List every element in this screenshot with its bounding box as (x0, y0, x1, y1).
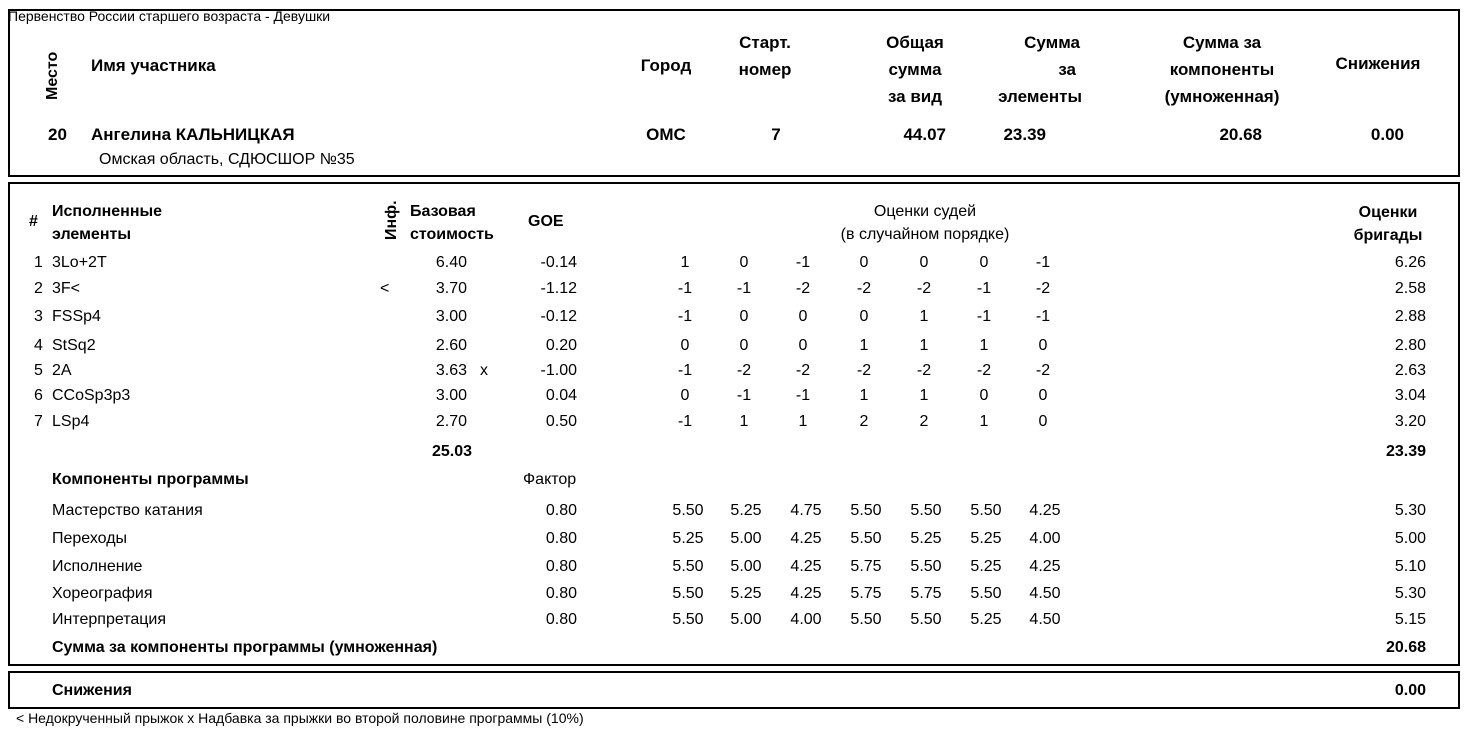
element-judge-score: 1 (859, 337, 869, 354)
element-judge-score: -2 (1035, 362, 1051, 379)
element-goe: 0.04 (545, 387, 577, 404)
component-judge-score: 5.75 (850, 585, 882, 602)
components-score-header (1148, 29, 1296, 110)
total-header-line1: Общая (886, 33, 944, 52)
component-name: Хореография (52, 585, 153, 602)
element-name: 3Lo+2T (52, 254, 107, 271)
component-panel-score: 5.10 (1394, 558, 1426, 575)
element-panel-score: 2.63 (1394, 362, 1426, 379)
element-panel-score: 2.88 (1394, 308, 1426, 325)
skater-name: Ангелина КАЛЬНИЦКАЯ (91, 125, 295, 144)
element-judge-score: 0 (859, 254, 869, 271)
goe-header: GOE (528, 213, 564, 230)
component-name: Мастерство катания (52, 502, 203, 519)
comp-header-line3: (умноженная) (1164, 87, 1280, 106)
element-number: 2 (34, 280, 43, 297)
component-judge-score: 5.50 (850, 530, 882, 547)
component-judge-score: 4.00 (1029, 530, 1061, 547)
deductions-label: Снижения (52, 682, 132, 699)
element-judge-score: 1 (979, 413, 989, 430)
element-number: 6 (34, 387, 43, 404)
element-judge-score: 0 (859, 308, 869, 325)
components-sum-value: 20.68 (1385, 639, 1426, 656)
element-judge-score: -2 (1035, 280, 1051, 297)
deductions-box (8, 671, 1460, 709)
element-judge-score: -1 (976, 308, 992, 325)
element-judge-score: -2 (856, 362, 872, 379)
element-judge-score: 0 (1038, 337, 1048, 354)
element-judge-score: 0 (1038, 413, 1048, 430)
component-judge-score: 5.25 (970, 611, 1002, 628)
element-base-value: 3.63 (435, 362, 467, 379)
element-name: StSq2 (52, 337, 96, 354)
component-judge-score: 5.50 (910, 558, 942, 575)
element-judge-score: 1 (919, 308, 929, 325)
element-name: CCoSp3p3 (52, 387, 131, 404)
element-number-header: # (29, 213, 38, 230)
info-header: Инф. (383, 200, 400, 240)
element-panel-score: 6.26 (1394, 254, 1426, 271)
component-judge-score: 5.50 (910, 611, 942, 628)
elements-header-line2: элементы (52, 226, 131, 243)
component-judge-score: 4.25 (790, 585, 822, 602)
component-judge-score: 5.25 (730, 502, 762, 519)
element-number: 3 (34, 308, 43, 325)
panel-header-line1: Оценки (1358, 204, 1418, 221)
element-judge-score: -1 (795, 254, 811, 271)
judges-header-line2: (в случайном порядке) (840, 226, 1010, 243)
component-judge-score: 5.50 (672, 585, 704, 602)
base-header-line1: Базовая (410, 203, 476, 220)
start-header-line1: Старт. (739, 33, 791, 52)
element-goe: 0.20 (545, 337, 577, 354)
component-judge-score: 5.50 (850, 502, 882, 519)
component-name: Исполнение (52, 558, 143, 575)
element-base-value: 6.40 (435, 254, 467, 271)
element-judge-score: -1 (976, 280, 992, 297)
comp-header-line1: Сумма за (1182, 33, 1262, 52)
component-panel-score: 5.15 (1394, 611, 1426, 628)
element-goe: 0.50 (545, 413, 577, 430)
element-judge-score: -1 (1035, 308, 1051, 325)
element-judge-score: -2 (736, 362, 752, 379)
element-judge-score: -1 (677, 308, 693, 325)
judges-header-line1: Оценки судей (873, 203, 977, 220)
judges-scores-header (800, 200, 1050, 246)
total-score-header (868, 29, 962, 110)
component-panel-score: 5.00 (1394, 530, 1426, 547)
element-panel-score: 3.20 (1394, 413, 1426, 430)
element-judge-score: 0 (739, 337, 749, 354)
element-panel-score: 2.58 (1394, 280, 1426, 297)
element-judge-score: 0 (739, 308, 749, 325)
element-judge-score: 0 (798, 308, 808, 325)
element-base-value: 3.00 (435, 308, 467, 325)
component-judge-score: 4.50 (1029, 611, 1061, 628)
element-judge-score: -2 (856, 280, 872, 297)
element-judge-score: 0 (680, 387, 690, 404)
element-judge-score: -2 (976, 362, 992, 379)
event-title: Первенство России старшего возраста - Девушки (8, 8, 331, 24)
element-judge-score: 0 (798, 337, 808, 354)
panel-header-line2: бригады (1353, 227, 1423, 244)
component-judge-score: 5.50 (910, 502, 942, 519)
element-name: LSp4 (52, 413, 90, 430)
elements-score-header (978, 29, 1090, 110)
component-judge-score: 5.00 (730, 611, 762, 628)
component-judge-score: 5.25 (970, 530, 1002, 547)
base-value-total: 25.03 (431, 443, 472, 460)
element-number: 1 (34, 254, 43, 271)
element-judge-score: 1 (739, 413, 749, 430)
component-name: Интерпретация (52, 611, 167, 628)
element-number: 4 (34, 337, 43, 354)
element-base-value: 3.70 (435, 280, 467, 297)
component-judge-score: 4.25 (790, 558, 822, 575)
component-judge-score: 5.25 (970, 558, 1002, 575)
element-base-value: 3.00 (435, 387, 467, 404)
component-factor: 0.80 (545, 558, 577, 575)
component-judge-score: 4.25 (790, 530, 822, 547)
skater-city: ОМС (646, 125, 686, 144)
element-base-value: 2.60 (435, 337, 467, 354)
components-title: Компоненты программы (52, 471, 249, 488)
components-sum-label: Сумма за компоненты программы (умноженная) (52, 639, 438, 656)
city-header: Город (640, 56, 692, 75)
factor-header: Фактор (523, 471, 577, 488)
element-judge-score: 0 (739, 254, 749, 271)
element-judge-score: -1 (677, 413, 693, 430)
component-judge-score: 4.75 (790, 502, 822, 519)
element-number: 7 (34, 413, 43, 430)
component-judge-score: 5.00 (730, 558, 762, 575)
element-judge-score: 0 (680, 337, 690, 354)
start-number-header (720, 29, 810, 83)
component-judge-score: 4.25 (1029, 502, 1061, 519)
element-judge-score: -2 (795, 280, 811, 297)
skater-club: Омская область, СДЮСШОР №35 (99, 151, 355, 168)
component-judge-score: 5.50 (850, 611, 882, 628)
element-judge-score: -2 (795, 362, 811, 379)
element-goe: -0.12 (540, 308, 577, 325)
element-judge-score: 2 (859, 413, 869, 430)
element-judge-score: -2 (916, 362, 932, 379)
skater-start-number: 7 (771, 125, 781, 144)
element-judge-score: 0 (1038, 387, 1048, 404)
element-goe: -1.00 (540, 362, 577, 379)
component-judge-score: 5.25 (672, 530, 704, 547)
element-bonus-mark: x (480, 362, 488, 379)
skater-deductions: 0.00 (1370, 125, 1404, 144)
base-header-line2: стоимость (410, 226, 494, 243)
element-judge-score: -1 (736, 387, 752, 404)
component-judge-score: 5.50 (672, 611, 704, 628)
elements-header-line1: Исполненные (52, 203, 163, 220)
name-header: Имя участника (91, 56, 216, 75)
deductions-header: Снижения (1335, 54, 1421, 73)
component-factor: 0.80 (545, 585, 577, 602)
element-judge-score: 2 (919, 413, 929, 430)
element-judge-score: -1 (1035, 254, 1051, 271)
element-info: < (380, 280, 390, 297)
component-judge-score: 4.00 (790, 611, 822, 628)
element-panel-score: 3.04 (1394, 387, 1426, 404)
element-judge-score: -2 (916, 280, 932, 297)
component-judge-score: 5.00 (730, 530, 762, 547)
panel-scores-header (1338, 201, 1438, 247)
component-factor: 0.80 (545, 502, 577, 519)
component-judge-score: 5.75 (850, 558, 882, 575)
component-judge-score: 5.50 (672, 502, 704, 519)
footnote: < Недокрученный прыжок x Надбавка за прыжки во второй половине программы (10%) (16, 710, 584, 726)
element-judge-score: -1 (736, 280, 752, 297)
elem-header-line2: за (1058, 60, 1076, 79)
base-value-header (410, 200, 494, 246)
element-judge-score: -1 (795, 387, 811, 404)
element-judge-score: 0 (979, 387, 989, 404)
place-header: Место (44, 51, 61, 100)
component-factor: 0.80 (545, 611, 577, 628)
element-judge-score: -1 (677, 362, 693, 379)
element-panel-score: 2.80 (1394, 337, 1426, 354)
skater-elements-score: 23.39 (1003, 125, 1046, 144)
element-judge-score: 1 (859, 387, 869, 404)
element-judge-score: -1 (677, 280, 693, 297)
skater-components-score: 20.68 (1219, 125, 1262, 144)
start-header-line2: номер (738, 60, 792, 79)
element-judge-score: 0 (919, 254, 929, 271)
element-judge-score: 0 (979, 254, 989, 271)
element-number: 5 (34, 362, 43, 379)
total-header-line2: сумма (888, 60, 942, 79)
element-judge-score: 1 (798, 413, 808, 430)
element-judge-score: 1 (680, 254, 690, 271)
element-goe: -1.12 (540, 280, 577, 297)
component-name: Переходы (52, 530, 128, 547)
component-panel-score: 5.30 (1394, 502, 1426, 519)
element-base-value: 2.70 (435, 413, 467, 430)
component-judge-score: 5.75 (910, 585, 942, 602)
comp-header-line2: компоненты (1169, 60, 1275, 79)
component-judge-score: 4.25 (1029, 558, 1061, 575)
element-goe: -0.14 (540, 254, 577, 271)
element-judge-score: 1 (919, 337, 929, 354)
elem-header-line3: элементы (998, 87, 1082, 106)
element-name: 2A (52, 362, 72, 379)
total-header-line3: за вид (887, 87, 943, 106)
component-judge-score: 5.50 (970, 502, 1002, 519)
component-panel-score: 5.30 (1394, 585, 1426, 602)
executed-elements-header (52, 200, 162, 246)
skater-place: 20 (48, 125, 67, 144)
element-judge-score: 1 (919, 387, 929, 404)
component-judge-score: 5.25 (730, 585, 762, 602)
component-judge-score: 5.50 (672, 558, 704, 575)
element-judge-score: 1 (979, 337, 989, 354)
skater-total-score: 44.07 (903, 125, 946, 144)
component-judge-score: 5.50 (970, 585, 1002, 602)
element-name: FSSp4 (52, 308, 101, 325)
element-name: 3F< (52, 280, 81, 297)
component-factor: 0.80 (545, 530, 577, 547)
deductions-value: 0.00 (1394, 682, 1426, 699)
elem-header-line1: Сумма (1024, 33, 1080, 52)
elements-panel-total: 23.39 (1385, 443, 1426, 460)
component-judge-score: 4.50 (1029, 585, 1061, 602)
component-judge-score: 5.25 (910, 530, 942, 547)
